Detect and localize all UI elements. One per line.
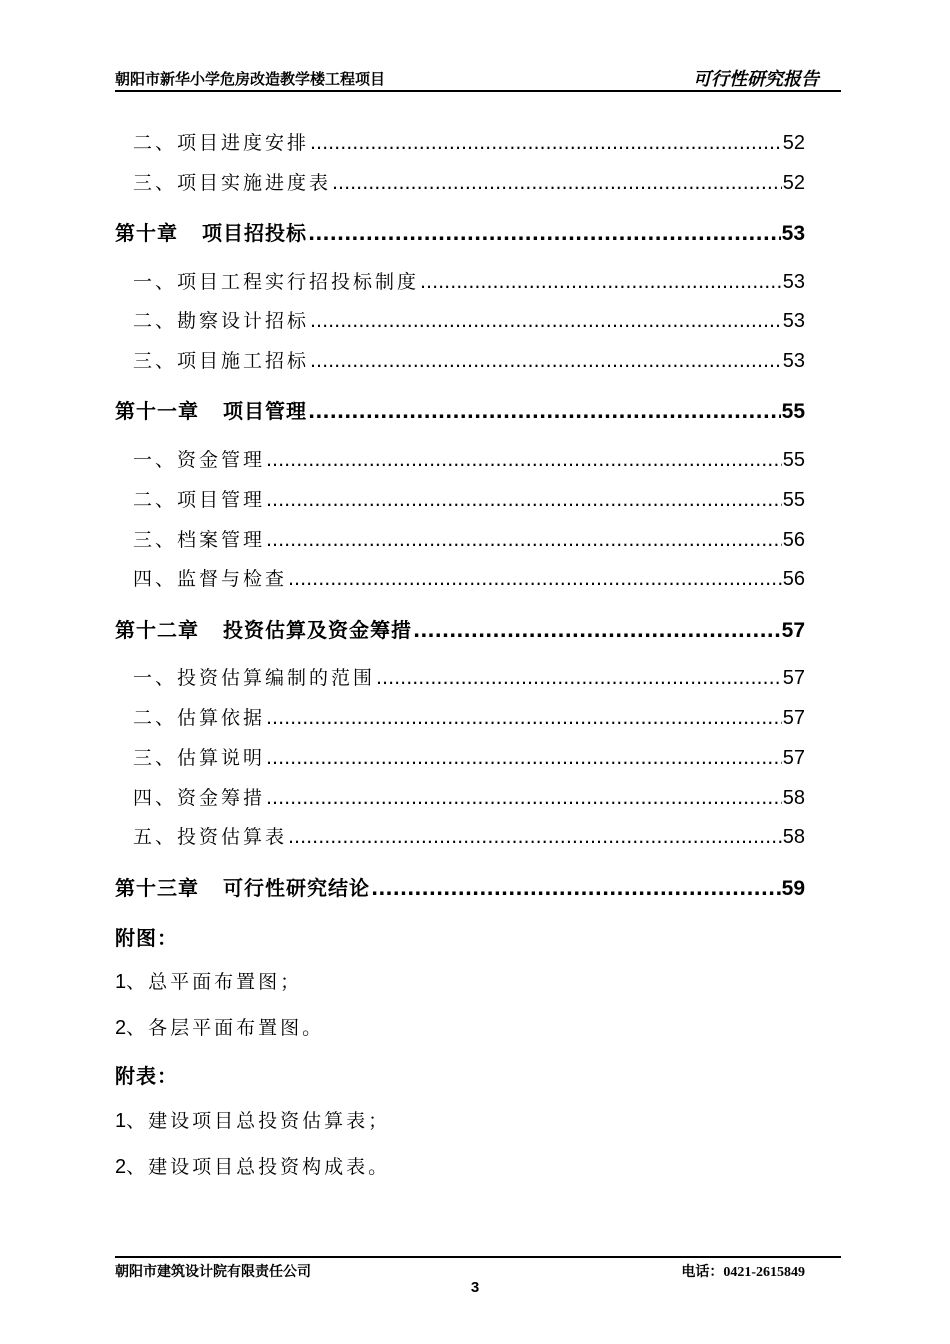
toc-page-number: 57 (781, 619, 805, 642)
toc-entry[interactable] (115, 485, 805, 515)
appendix-item-text: 、总平面布置图； (126, 971, 303, 993)
page-footer (115, 1256, 841, 1280)
toc-page-number: 55 (781, 400, 805, 423)
toc-leader (266, 747, 782, 769)
toc-leader (308, 401, 781, 423)
toc-page-number: 56 (782, 529, 805, 551)
toc-page-number: 56 (782, 568, 805, 590)
toc-leader (420, 271, 782, 293)
toc-entry[interactable] (115, 743, 805, 773)
toc-chapter-title: 项目管理 (223, 399, 307, 423)
toc-leader (266, 787, 782, 809)
appendix-item-text: 、建设项目总投资构成表。 (126, 1156, 391, 1178)
footer-phone: 电话：0421-2615849 (681, 1265, 805, 1280)
toc-page-number: 53 (782, 350, 805, 372)
toc-leader (266, 707, 782, 729)
toc-entry[interactable] (115, 306, 805, 336)
toc-page-number: 53 (781, 222, 805, 245)
appendix-item-number: 1 (115, 971, 127, 993)
toc-entry[interactable] (115, 822, 805, 852)
toc-page-number: 57 (782, 747, 805, 769)
toc-entry-label: 一、资金管理 (133, 449, 266, 471)
toc-entry-label: 三、档案管理 (133, 529, 266, 551)
toc-chapter-title: 可行性研究结论 (223, 876, 370, 900)
appendix-item-number: 2 (115, 1156, 127, 1178)
toc-chapter-entry[interactable] (115, 395, 805, 425)
toc-page-number: 52 (782, 132, 805, 154)
appendix-figure-item (115, 1013, 324, 1040)
footer-company: 朝阳市建筑设计院有限责任公司 (115, 1264, 311, 1280)
appendix-figures-heading: 附图： (115, 926, 178, 950)
appendix-tables-heading: 附表： (115, 1064, 178, 1088)
toc-leader (266, 529, 782, 551)
toc-entry[interactable] (115, 703, 805, 733)
toc-entry-label: 一、投资估算编制的范围 (133, 667, 376, 689)
toc-leader (413, 620, 781, 642)
appendix-item-number: 2 (115, 1017, 127, 1039)
page-header (115, 62, 841, 92)
toc-entry-label: 三、项目实施进度表 (133, 172, 332, 194)
toc-entry[interactable] (115, 525, 805, 555)
toc-entry-label: 一、项目工程实行招投标制度 (133, 271, 420, 293)
toc-entry[interactable] (115, 564, 805, 594)
appendix-item-text: 、建设项目总投资估算表； (126, 1110, 391, 1132)
toc-entry[interactable] (115, 783, 805, 813)
toc-chapter-number: 第十三章 (115, 876, 199, 900)
toc-entry-label: 四、资金筹措 (133, 787, 266, 809)
toc-page-number: 53 (782, 271, 805, 293)
toc-chapter-title: 项目招投标 (202, 221, 307, 245)
toc-leader (288, 826, 782, 848)
header-document-type: 可行性研究报告 (693, 69, 819, 90)
toc-page-number: 55 (782, 449, 805, 471)
toc-leader (310, 310, 782, 332)
toc-entry-label: 四、监督与检查 (133, 568, 288, 590)
toc-entry[interactable] (115, 663, 805, 693)
toc-entry[interactable] (115, 128, 805, 158)
toc-chapter-title: 投资估算及资金筹措 (223, 618, 412, 642)
toc-entry-label: 二、勘察设计招标 (133, 310, 310, 332)
toc-entry[interactable] (115, 346, 805, 376)
toc-entry-label: 二、估算依据 (133, 707, 266, 729)
toc-leader (376, 667, 782, 689)
toc-page-number: 58 (782, 787, 805, 809)
toc-page-number: 53 (782, 310, 805, 332)
toc-leader (371, 878, 781, 900)
appendix-item-text: 、各层平面布置图。 (126, 1017, 325, 1039)
toc-page-number: 58 (782, 826, 805, 848)
toc-chapter-entry[interactable] (115, 872, 805, 902)
toc-chapter-entry[interactable] (115, 614, 805, 644)
appendix-figure-item (115, 967, 302, 994)
toc-leader (288, 568, 782, 590)
toc-leader (266, 449, 782, 471)
toc-page-number: 57 (782, 707, 805, 729)
appendix-table-item (115, 1152, 390, 1179)
toc-entry[interactable] (115, 445, 805, 475)
appendix-table-item (115, 1106, 390, 1133)
toc-page-number: 52 (782, 172, 805, 194)
toc-page-number: 55 (782, 489, 805, 511)
toc-entry-label: 五、投资估算表 (133, 826, 288, 848)
toc-chapter-number: 第十二章 (115, 618, 199, 642)
toc-page-number: 57 (782, 667, 805, 689)
toc-entry[interactable] (115, 267, 805, 297)
toc-chapter-number: 第十章 (115, 221, 178, 245)
toc-entry-label: 三、估算说明 (133, 747, 266, 769)
toc-entry-label: 二、项目管理 (133, 489, 266, 511)
page-number: 3 (470, 1279, 480, 1296)
toc-chapter-entry[interactable] (115, 217, 805, 247)
toc-leader (266, 489, 782, 511)
toc-entry-label: 三、项目施工招标 (133, 350, 310, 372)
toc-leader (310, 132, 782, 154)
toc-entry[interactable] (115, 168, 805, 198)
toc-entry-label: 二、项目进度安排 (133, 132, 310, 154)
toc-leader (308, 223, 781, 245)
toc-chapter-number: 第十一章 (115, 399, 199, 423)
toc-page-number: 59 (781, 877, 805, 900)
appendix-item-number: 1 (115, 1110, 127, 1132)
toc-leader (310, 350, 782, 372)
toc-leader (332, 172, 782, 194)
header-project-title: 朝阳市新华小学危房改造教学楼工程项目 (115, 70, 386, 88)
